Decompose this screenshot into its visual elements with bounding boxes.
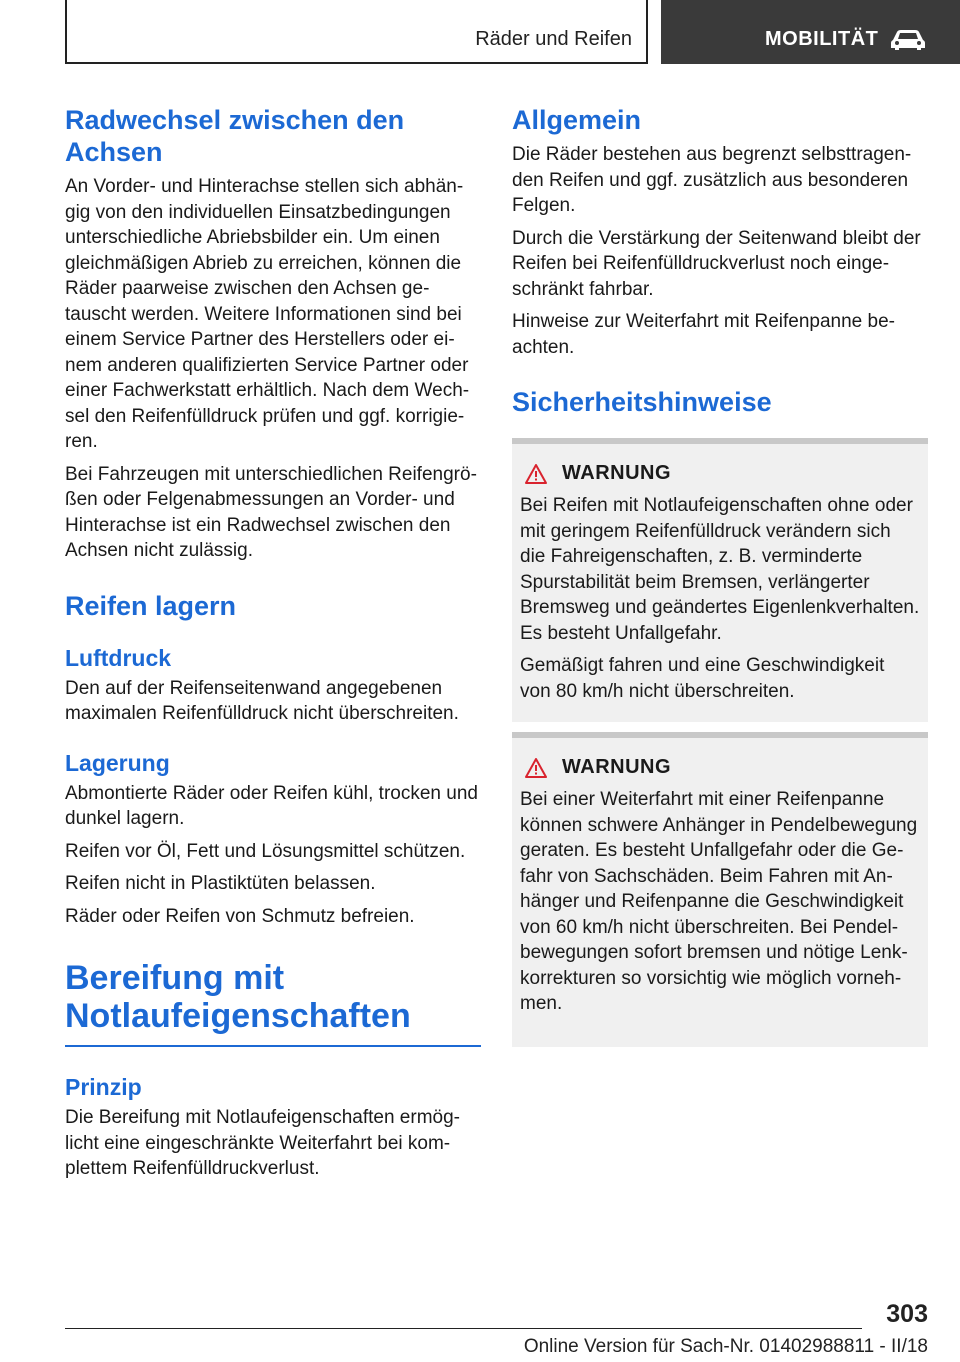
luftdruck-heading: Luftdruck <box>65 644 172 671</box>
footer-version-text: Online Version für Sach-Nr. 01402988811 - II/18 <box>523 1336 928 1357</box>
warning-triangle-icon <box>524 757 548 779</box>
warning-title: WARNUNG <box>562 756 672 778</box>
reifen-lagern-heading: Reifen lagern <box>65 590 237 621</box>
lagerung-heading: Lagerung <box>65 749 170 776</box>
lagerung-paragraph-3: Reifen nicht in Plastiktüten belassen. <box>65 873 376 894</box>
page-number: 303 <box>886 1300 928 1328</box>
left-column <box>65 100 481 1189</box>
page-header <box>0 0 960 66</box>
allgemein-paragraph-2: Durch die Verstärkung der Seitenwand bleibt der Reifen bei Reifenfülldruckverlust noch eingeschränkt fahrbar. <box>512 227 921 300</box>
warning-title: WARNUNG <box>562 462 672 484</box>
warning-box-1 <box>512 438 928 722</box>
section-title: Räder und Reifen <box>475 28 632 50</box>
warning-triangle-icon <box>524 463 548 485</box>
allgemein-paragraph-1: Die Räder bestehen aus begrenzt selbsttragenden Reifen und ggf. zusätzlich aus besonderen Felgen. <box>512 144 912 216</box>
warning-header <box>520 462 920 485</box>
section-tab <box>65 0 648 64</box>
right-column <box>512 100 928 1047</box>
radwechsel-paragraph-1: An Vorder- und Hinterachse stellen sich abhängig von den individuellen Einsatzbedingungen unterschiedliche Abriebsbilder ein. Um einen gleichmäßigen Abrieb zu erreichen, können die Räder paarweise zwischen den Achsen getauscht werden. Weitere Informationen sind bei einem Service Partner des Herstellers oder einem anderen qualifizierten Service Partner oder einer Fachwerkstatt erhältlich. Nach dem Wechsel den Reifenfülldruck prüfen und ggf. korrigieren. <box>65 176 470 452</box>
lagerung-paragraph-4: Räder oder Reifen von Schmutz befreien. <box>65 905 415 927</box>
heading-rule <box>65 1045 481 1047</box>
chapter-tab <box>661 0 960 64</box>
car-icon <box>889 28 927 52</box>
radwechsel-paragraph-2: Bei Fahrzeugen mit unterschiedlichen Reifengrößen oder Felgenabmessungen an Vorder- und Hinterachse ist ein Radwechsel zwischen den Achsen nicht zulässig. <box>65 463 477 561</box>
lagerung-paragraph-2: Reifen vor Öl, Fett und Lösungsmittel schützen. <box>65 840 466 862</box>
warning-header <box>520 756 920 779</box>
warning-1-paragraph-1: Bei Reifen mit Notlaufeigenschaften ohne oder mit geringem Reifenfülldruck verändern sich die Fahreigenschaften, z. B. verminderte Spurstabilität beim Bremsen, verlängerter Bremsweg und geändertes Eigenlenkverhalten. Es besteht Unfallgefahr. <box>520 495 920 644</box>
sicherheitshinweise-heading: Sicherheitshinweise <box>512 387 772 417</box>
warning-1-paragraph-2: Gemäßigt fahren und eine Geschwindigkeit von 80 km/h nicht überschreiten. <box>520 655 885 702</box>
luftdruck-text: Den auf der Reifenseitenwand angegebenen maximalen Reifenfülldruck nicht überschreiten. <box>65 677 459 724</box>
chapter-title: MOBILITÄT <box>765 28 879 50</box>
bereifung-heading: Bereifung mit Notlaufeigenschaften <box>65 959 411 1035</box>
footer-rule <box>65 1328 862 1329</box>
lagerung-paragraph-1: Abmontierte Räder oder Reifen kühl, trocken und dunkel lagern. <box>65 782 478 829</box>
prinzip-text: Die Bereifung mit Notlaufeigenschaften ermöglicht eine eingeschränkte Weiterfahrt bei komplettem Reifenfülldruckverlust. <box>65 1107 460 1179</box>
warning-box-2 <box>512 732 928 1047</box>
allgemein-heading: Allgemein <box>512 105 642 135</box>
prinzip-heading: Prinzip <box>65 1074 142 1100</box>
allgemein-paragraph-3: Hinweise zur Weiterfahrt mit Reifenpanne beachten. <box>512 311 895 358</box>
warning-2-paragraph-1: Bei einer Weiterfahrt mit einer Reifenpanne können schwere Anhänger in Pendelbewegung geraten. Es besteht Unfallgefahr oder die Gefahr von Sachschäden. Beim Fahren mit Anhänger und Reifenpanne die Geschwindigkeit von 60 km/h nicht überschreiten. Bei Pendelbewegungen sofort bremsen und nötige Lenkkorrekturen so vorsichtig wie möglich vornehmen. <box>520 789 918 1014</box>
radwechsel-heading: Radwechsel zwischen den Achsen <box>65 105 405 167</box>
